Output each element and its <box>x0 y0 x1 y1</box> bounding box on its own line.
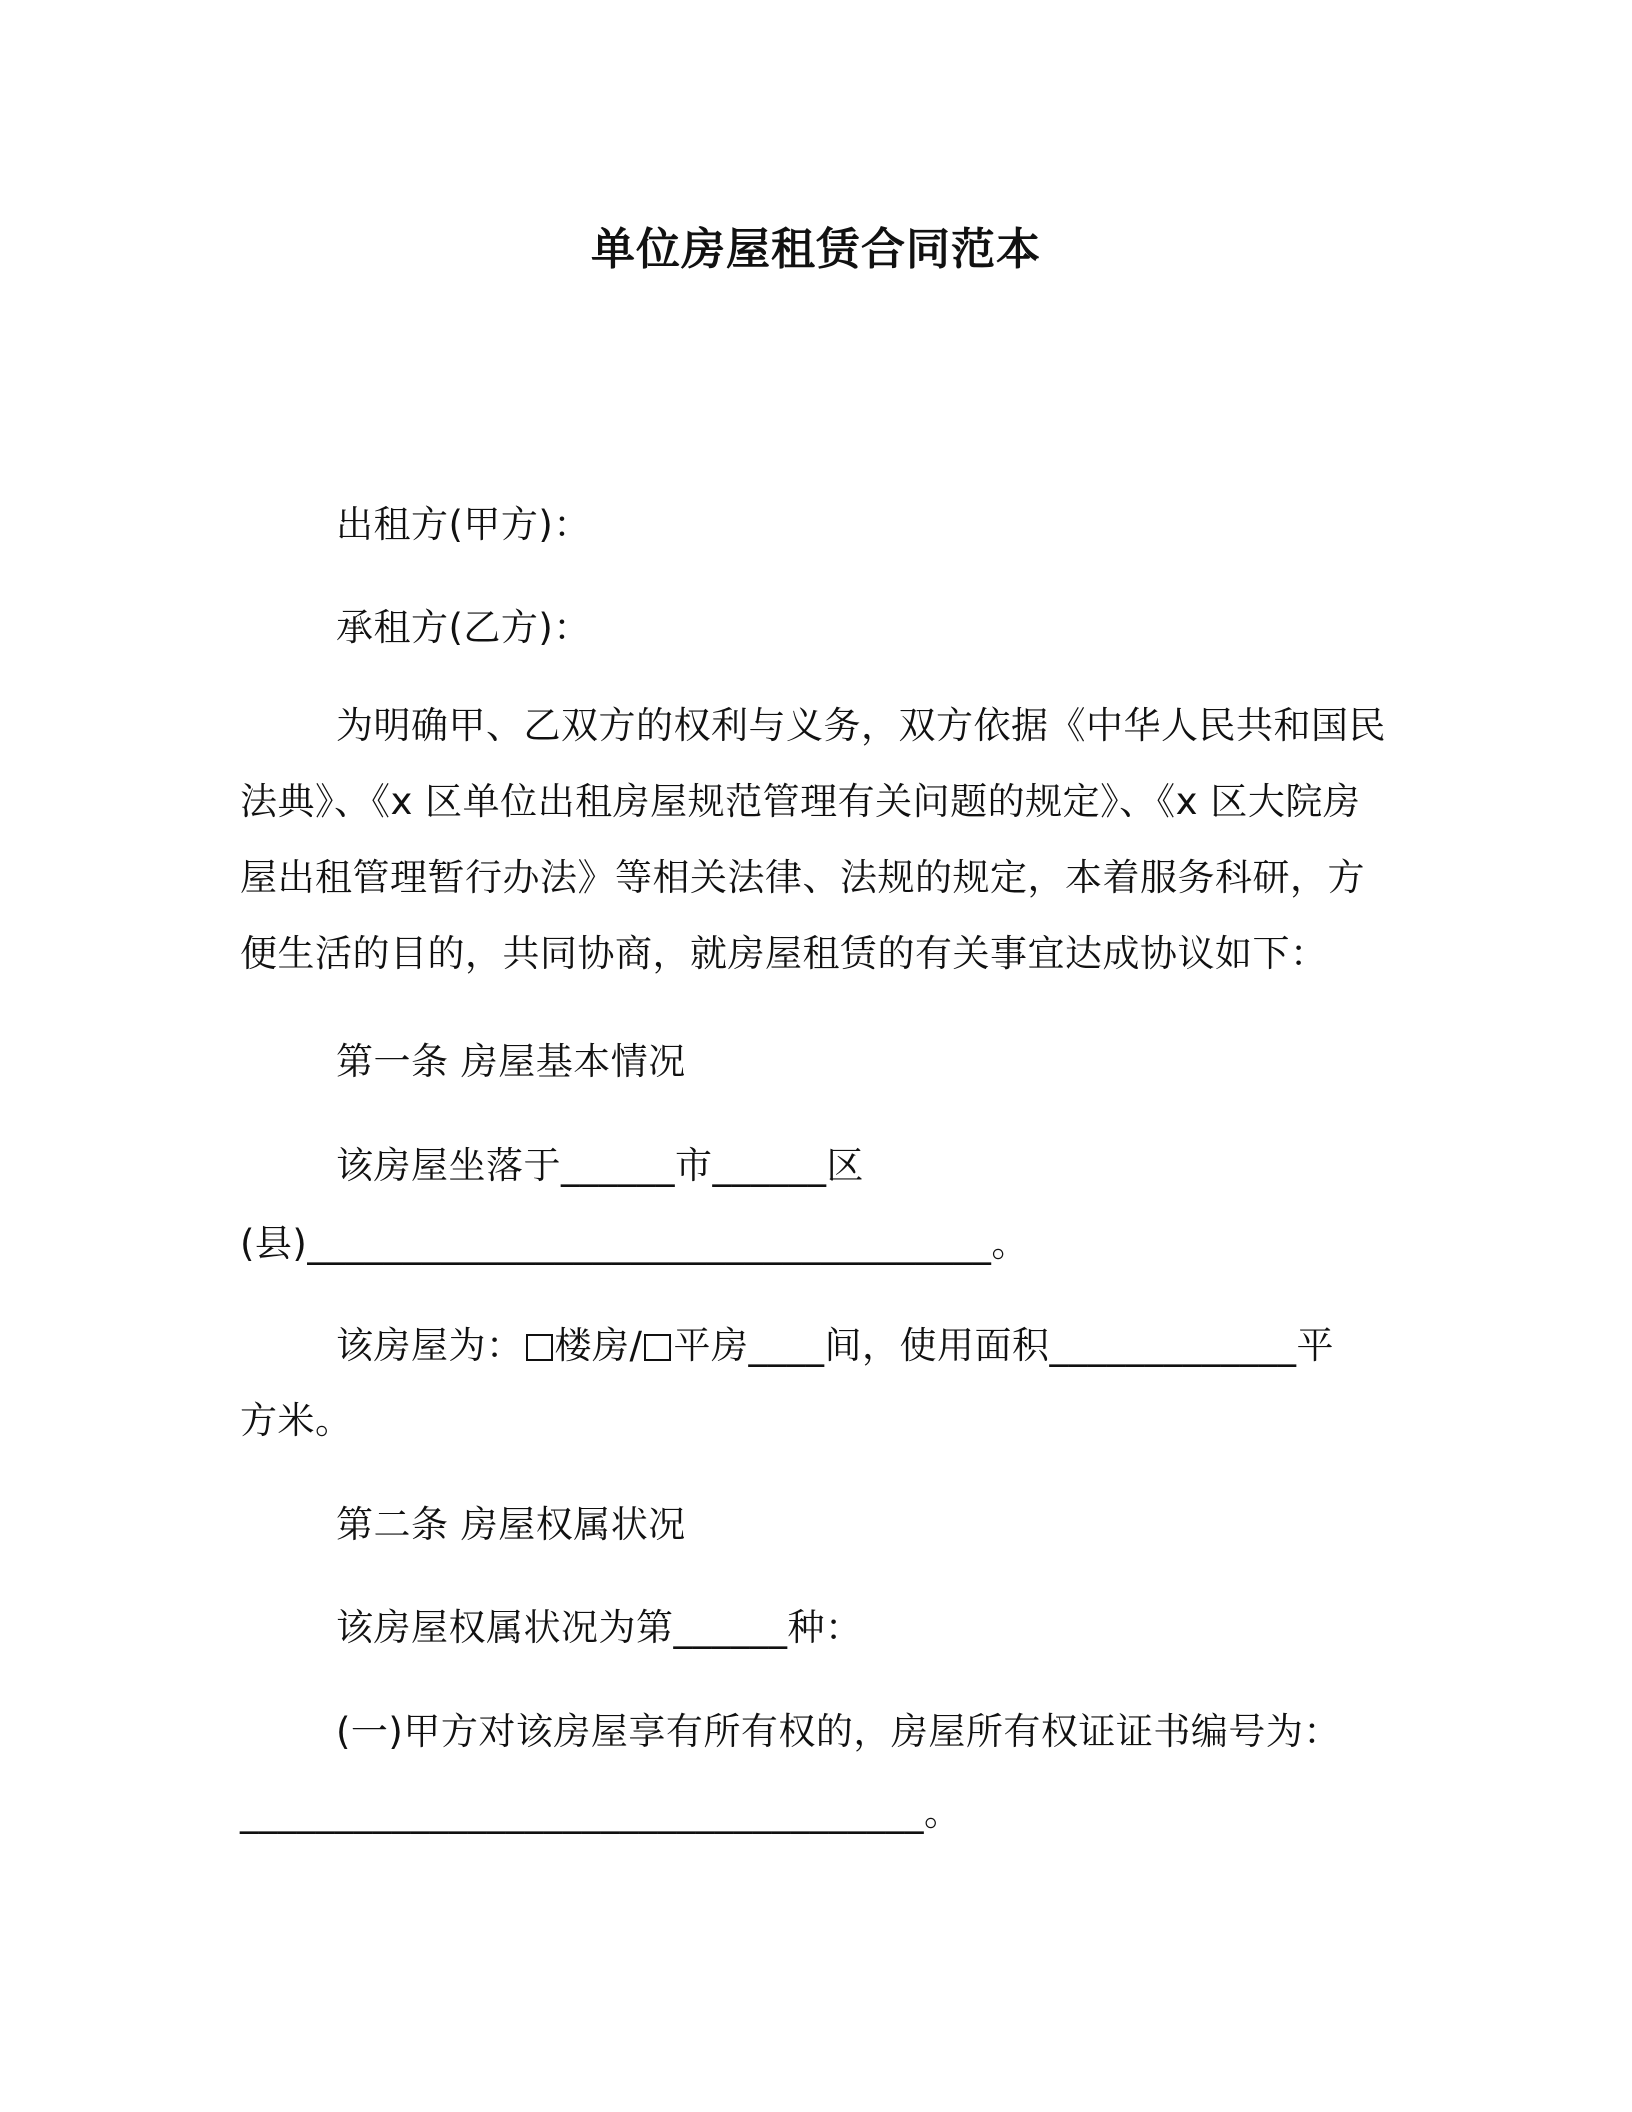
preamble-paragraph: 为明确甲、乙双方的权利与义务，双方依据《中华人民共和国民法典》、《x 区单位出租房屋规范管理有关问题的规定》、《x 区大院房屋出租管理暂行办法》等相关法律、法规的规定，本着服务科研，方便生活的目的，共同协商，就房屋租赁的有关事宜达成协议如下： <box>240 704 1386 975</box>
location-line-1: 该房屋坐落于______市______区 <box>336 1144 864 1187</box>
bungalow-checkbox[interactable] <box>644 1334 671 1361</box>
house-type-prefix: 该房屋为： <box>336 1324 524 1367</box>
location-line-2: (县)____________________________________。 <box>240 1222 1029 1265</box>
document-title: 单位房屋租赁合同范本 <box>591 224 1041 275</box>
lessor-label: 出租方(甲方)： <box>336 503 591 546</box>
area-unit-text: 方米。 <box>240 1399 353 1442</box>
article2-heading: 第二条 房屋权属状况 <box>336 1503 686 1546</box>
ownership-status-line: 该房屋权属状况为第______种： <box>336 1606 863 1649</box>
bungalow-option-label: 平房____间，使用面积_____________平 <box>673 1324 1334 1367</box>
building-option-label: 楼房/ <box>554 1324 643 1367</box>
certificate-number-blank: ____________________________________。 <box>240 1791 962 1834</box>
lessee-label: 承租方(乙方)： <box>336 606 591 649</box>
building-checkbox[interactable] <box>526 1334 553 1361</box>
article1-heading: 第一条 房屋基本情况 <box>336 1040 686 1083</box>
ownership-clause-1: (一)甲方对该房屋享有所有权的，房屋所有权证证书编号为： <box>336 1710 1341 1753</box>
house-type-line <box>336 1308 1334 1384</box>
